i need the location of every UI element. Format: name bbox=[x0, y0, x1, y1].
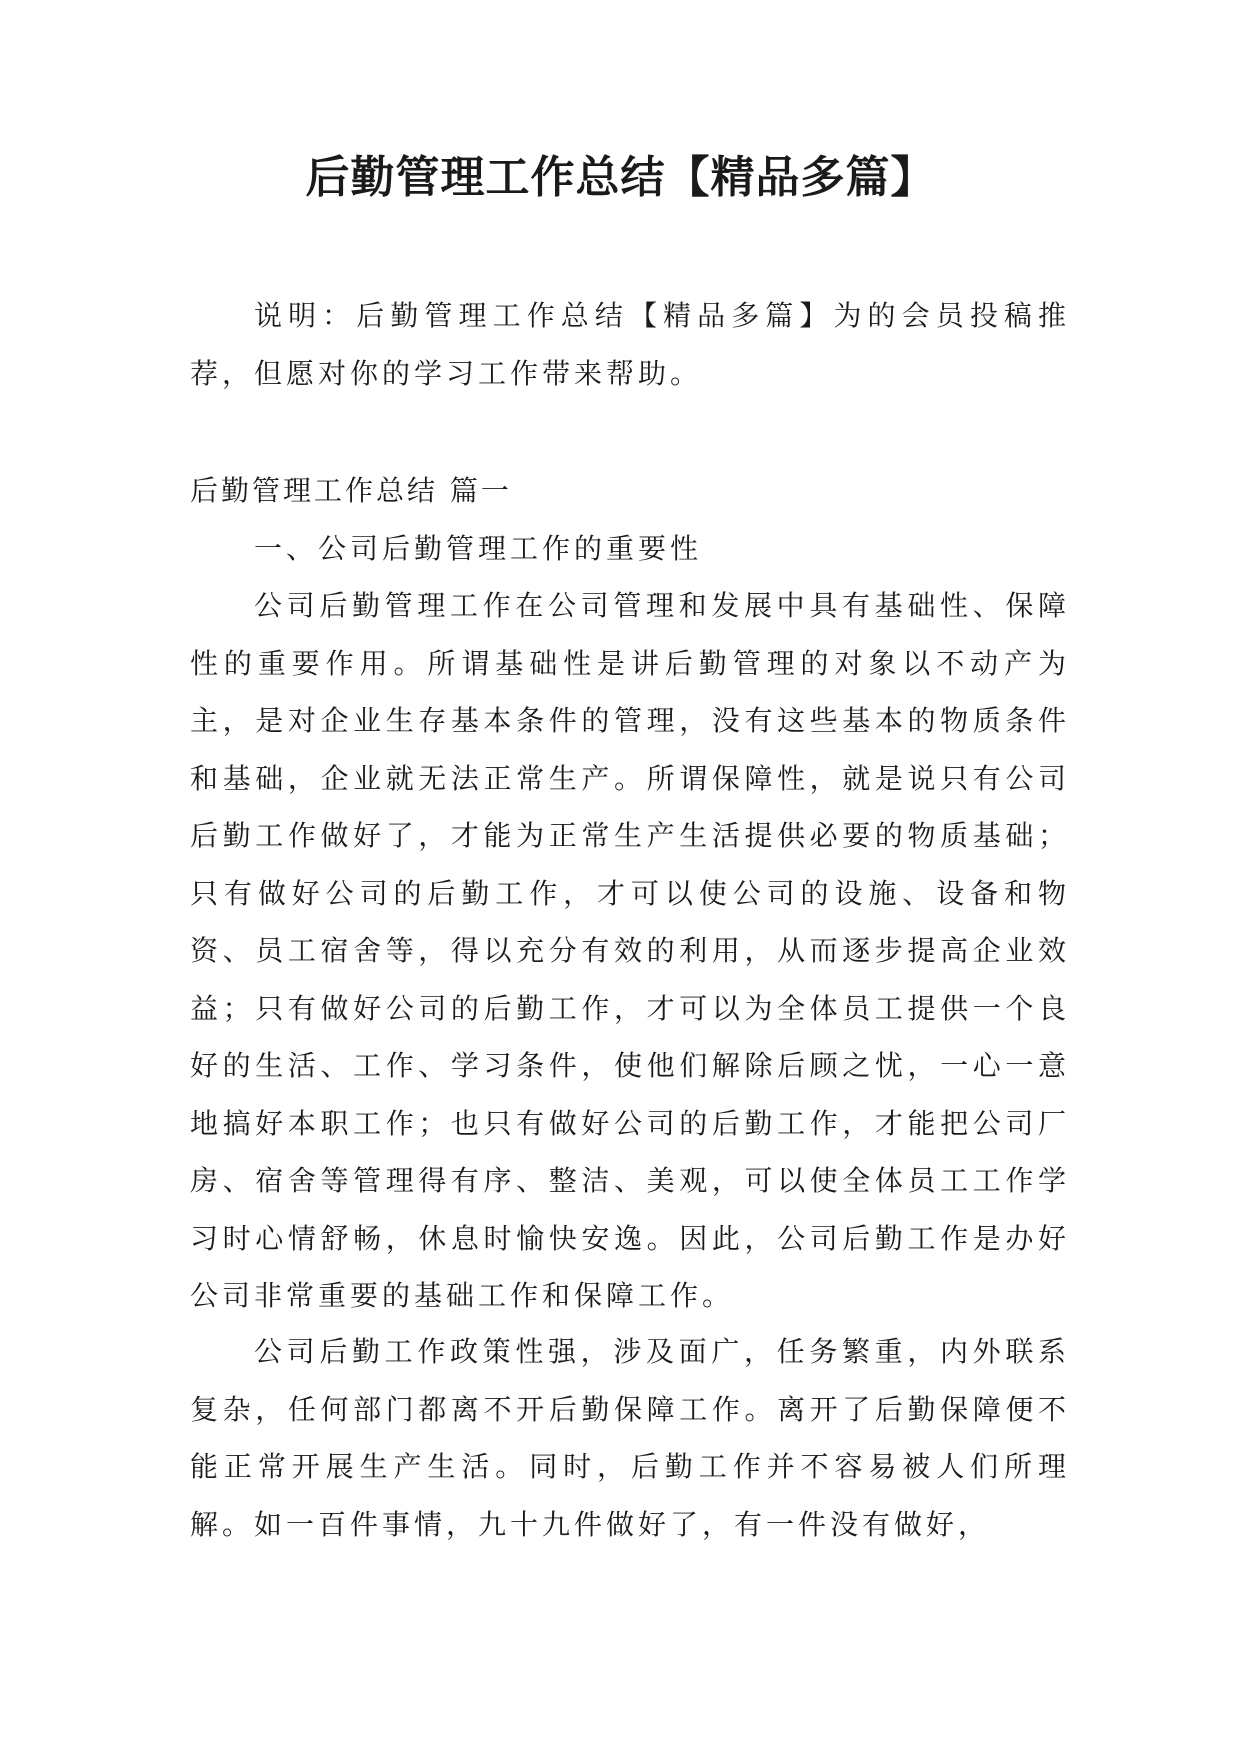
document-title: 后勤管理工作总结【精品多篇】 bbox=[305, 152, 936, 203]
section-subheading: 一、公司后勤管理工作的重要性 bbox=[254, 532, 703, 565]
body-paragraph: 公司后勤工作政策性强，涉及面广，任务繁重，内外联系复杂，任何部门都离不开后勤保障工作。离开了后勤保障便不能正常开展生产生活。同时，后勤工作并不容易被人们所理解。如一百件事情，九十九件做好了，有一件没有做好， bbox=[190, 1335, 1070, 1541]
body-paragraph: 公司后勤管理工作在公司管理和发展中具有基础性、保障性的重要作用。所谓基础性是讲后勤管理的对象以不动产为主，是对企业生存基本条件的管理，没有这些基本的物质条件和基础，企业就无法正常生产。所谓保障性，就是说只有公司后勤工作做好了，才能为正常生产生活提供必要的物质基础；只有做好公司的后勤工作，才可以使公司的设施、设备和物资、员工宿舍等，得以充分有效的利用，从而逐步提高企业效益；只有做好公司的后勤工作，才可以为全体员工提供一个良好的生活、工作、学习条件，使他们解除后顾之忧，一心一意地搞好本职工作；也只有做好公司的后勤工作，才能把公司厂房、宿舍等管理得有序、整洁、美观，可以使全体员工工作学习时心情舒畅，休息时愉快安逸。因此，公司后勤工作是办好公司非常重要的基础工作和保障工作。 bbox=[190, 589, 1070, 1312]
intro-paragraph: 说明：后勤管理工作总结【精品多篇】为的会员投稿推荐，但愿对你的学习工作带来帮助。 bbox=[190, 299, 1070, 390]
section-title: 后勤管理工作总结 篇一 bbox=[190, 474, 512, 507]
